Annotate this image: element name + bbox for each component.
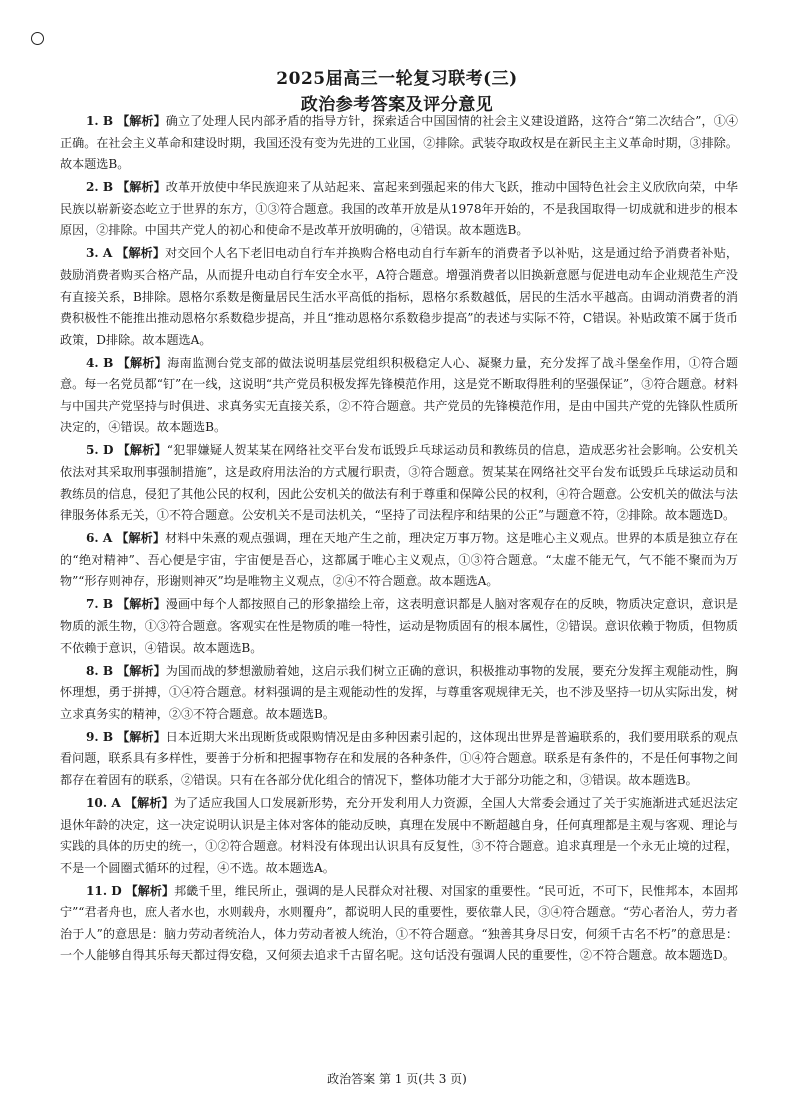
answer-item-5 bbox=[60, 440, 738, 526]
answer-number: 1. B bbox=[86, 114, 114, 128]
analysis-tag: 【解析】 bbox=[124, 795, 174, 810]
answer-number: 9. B bbox=[86, 729, 114, 744]
answer-text: “犯罪嫌疑人贺某某在网络社交平台发布诋毁乒乓球运动员和教练员的信息，造成恶劣社会影响。公安机关依法对其采取刑事强制措施”，这是政府用法治的方式履行职责，③符合题意。贺某某在网络社交平台发布诋毁乒乓球运动员和教练员的信息，侵犯了其他公民的权利，因此公安机关的做法有利于尊重和保障公民的权利，④符合题意。公安机关的做法与法律服务体系无关，①不符合题意。公安机关不是司法机关，“坚持了司法程序和结果的公正”与题意不符，②排除。故本题选D。 bbox=[60, 443, 738, 523]
answer-item-4 bbox=[60, 353, 738, 439]
answer-text: 漫画中每个人都按照自己的形象描绘上帝，这表明意识都是人脑对客观存在的反映，物质决定意识，意识是物质的派生物，①③符合题意。客观实在性是物质的唯一特性，运动是物质固有的根本属性，②错误。意识依赖于物质，但物质不依赖于意识，④错误。故本题选B。 bbox=[60, 597, 738, 655]
answer-item-9 bbox=[60, 727, 738, 792]
answer-text: 日本近期大米出现断货或限购情况是由多种因素引起的，这体现出世界是普遍联系的，我们要用联系的观点看问题，联系具有多样性，要善于分析和把握事物存在和发展的各种条件，①④符合题意。联系是有条件的，不是任何事物之间都存在着固有的联系，②错误。只有在各部分优化组合的情况下，整体功能才大于部分功能之和，③错误。故本题选B。 bbox=[60, 729, 738, 787]
answer-item-8 bbox=[60, 661, 738, 726]
analysis-tag: 【解析】 bbox=[117, 663, 166, 678]
answer-number: 7. B bbox=[86, 597, 114, 612]
answer-item-6 bbox=[60, 528, 738, 593]
answer-number: 11. D bbox=[86, 883, 122, 898]
answer-number: 3. A bbox=[86, 246, 113, 261]
answer-text: 改革开放使中华民族迎来了从站起来、富起来到强起来的伟大飞跃，推动中国特色社会主义欣欣向荣，中华民族以崭新姿态屹立于世界的东方，①③符合题意。我国的改革开放是从1978年开始的，不是我国取得一切成就和进步的根本原因，②排除。中国共产党人的初心和使命不是改革开放明确的，④错误。故本题选B。 bbox=[60, 180, 738, 238]
exam-title: 2025届高三一轮复习联考(三) bbox=[276, 69, 518, 89]
answer-text: 确立了处理人民内部矛盾的指导方针，探索适合中国国情的社会主义建设道路，这符合“第二次结合”，①④正确。在社会主义革命和建设时期，我国还没有变为先进的工业国，②排除。武装夺取政权是在新民主主义革命时期，③排除。故本题选B。 bbox=[60, 114, 738, 172]
answer-number: 4. B bbox=[86, 355, 114, 370]
answer-text: 邦畿千里，维民所止，强调的是人民群众对社稷、对国家的重要性。“民可近，不可下，民惟邦本，本固邦宁”“君者舟也，庶人者水也，水则载舟，水则覆舟”，都说明人民的重要性，要依靠人民，③④符合题意。“劳心者治人，劳力者治于人”的意思是：脑力劳动者统治人，体力劳动者被人统治，①不符合题意。“独善其身尽日安，何须千古名不朽”的意思是：一个人能够自得其乐每天都过得安稳，又何须去追求千古留名呢。这句话没有强调人民的重要性，②不符合题意。故本题选D。 bbox=[60, 883, 738, 963]
analysis-tag: 【解析】 bbox=[125, 883, 175, 898]
analysis-tag: 【解析】 bbox=[117, 729, 166, 744]
answer-number: 2. B bbox=[86, 180, 114, 195]
answer-item-7 bbox=[60, 594, 738, 659]
binding-hole-icon bbox=[31, 32, 44, 45]
answer-text: 对交回个人名下老旧电动自行车并换购合格电动自行车新车的消费者予以补贴，这是通过给予消费者补贴，鼓励消费者购买合格产品，从而提升电动自行车安全水平，A符合题意。增强消费者以旧换新意愿与促进电动车企业规范生产没有直接关系，B排除。恩格尔系数是衡量居民生活水平高低的指标，恩格尔系数越低，居民的生活水平越高。由调动消费者的消费积极性不能推出推动恩格尔系数稳步提高，并且“推动恩格尔系数稳步提高”的表述与实际不符，C错误。补贴政策不属于货币政策，D排除。故本题选A。 bbox=[60, 246, 738, 347]
analysis-tag: 【解析】 bbox=[116, 246, 166, 261]
answer-item-2 bbox=[60, 177, 738, 242]
answer-number: 10. A bbox=[86, 795, 121, 810]
answer-item-1 bbox=[60, 111, 738, 176]
analysis-tag: 【解析】 bbox=[117, 114, 166, 128]
answer-text: 为了适应我国人口发展新形势，充分开发利用人力资源，全国人大常委会通过了关于实施渐进式延迟法定退休年龄的决定，这一决定说明认识是主体对客体的能动反映，真理在发展中不断超越自身，任何真理都是主观与客观、理论与实践的具体的历史的统一，①②符合题意。材料没有体现出认识具有反复性，③不符合题意。追求真理是一个永无止境的过程，不是一个圆圈式循环的过程，④不选。故本题选A。 bbox=[60, 795, 738, 875]
answer-list bbox=[60, 111, 738, 968]
analysis-tag: 【解析】 bbox=[116, 531, 166, 546]
answer-number: 6. A bbox=[86, 531, 113, 546]
analysis-tag: 【解析】 bbox=[117, 597, 166, 612]
answer-number: 5. D bbox=[86, 443, 114, 458]
answer-text: 海南监测台党支部的做法说明基层党组织积极稳定人心、凝聚力量，充分发挥了战斗堡垒作用，①符合题意。每一名党员都“钉”在一线，这说明“共产党员积极发挥先锋模范作用，这是党不断取得胜利的坚强保证”，③符合题意。材料与中国共产党坚持与时俱进、求真务实无直接关系，②不符合题意。共产党员的先锋模范作用，是由中国共产党的先锋队性质所决定的，④错误。故本题选B。 bbox=[60, 355, 738, 435]
analysis-tag: 【解析】 bbox=[117, 180, 166, 195]
answer-item-10 bbox=[60, 793, 738, 879]
answer-text: 材料中朱熹的观点强调，理在天地产生之前，理决定万事万物。这是唯心主义观点。世界的本质是独立存在的“绝对精神”、吾心便是宇宙，宇宙便是吾心，这都属于唯心主义观点，①③符合题意。“太虚不能无气，气不能不聚而为万物”“形存则神存，形谢则神灭”均是唯物主义观点，②④不符合题意。故本题选A。 bbox=[60, 531, 738, 589]
answer-item-11 bbox=[60, 881, 738, 967]
answer-text: 为国而战的梦想激励着她，这启示我们树立正确的意识，积极推动事物的发展，要充分发挥主观能动性，胸怀理想，勇于拼搏，①④符合题意。材料强调的是主观能动性的发挥，与尊重客观规律无关，也不涉及坚持一切从实际出发，树立求真务实的精神，②③不符合题意。故本题选B。 bbox=[60, 663, 738, 721]
answer-number: 8. B bbox=[86, 663, 114, 678]
analysis-tag: 【解析】 bbox=[117, 355, 168, 370]
page-footer: 政治答案 第 1 页(共 3 页) bbox=[327, 1072, 467, 1086]
answer-item-3 bbox=[60, 243, 738, 351]
answer-key-subtitle: 政治参考答案及评分意见 bbox=[300, 95, 494, 115]
analysis-tag: 【解析】 bbox=[117, 443, 167, 458]
